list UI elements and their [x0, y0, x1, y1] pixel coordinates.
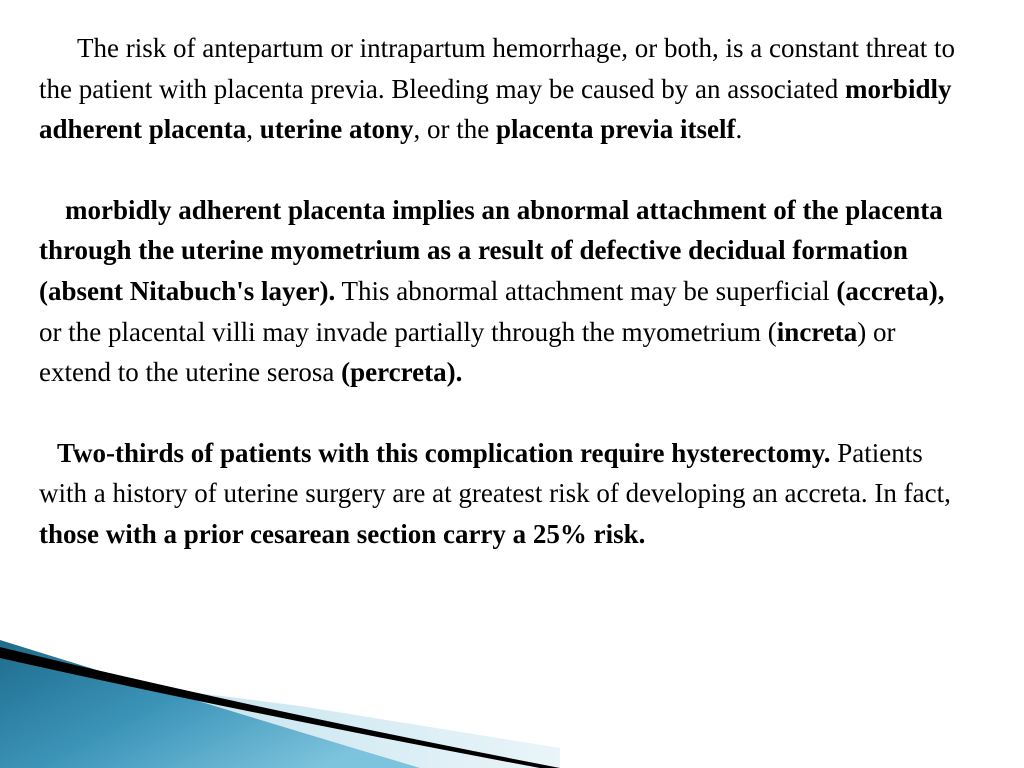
slide-body	[39, 28, 969, 555]
text: Patients with a history of uterine surgery are at greatest risk of developing an accreta. In fact,	[39, 437, 951, 509]
text: ,	[246, 114, 260, 145]
bold-statement: Two-thirds of patients with this complication require hysterectomy.	[57, 437, 831, 468]
paragraph-hemorrhage-risk	[39, 28, 969, 150]
bold-statement: those with a prior cesarean section carry a 25% risk.	[39, 518, 646, 549]
bold-term: placenta previa itself	[495, 114, 736, 145]
bold-term-increta: increta	[776, 316, 858, 347]
text: ) or extend to the uterine serosa	[39, 316, 896, 388]
bold-term-accreta: (accreta),	[836, 275, 945, 306]
paragraph-hysterectomy	[39, 433, 969, 555]
text: The risk of antepartum or intrapartum hemorrhage, or both, is a constant threat to the patient with placenta previa. Bleeding may be caused by an associated	[39, 33, 955, 104]
bold-term-percreta: (percreta).	[341, 357, 463, 388]
text: or the placental villi may invade partially through the myometrium (	[39, 316, 777, 347]
bold-definition: morbidly adherent placenta implies an abnormal attachment of the placenta through the uterine myometrium as a result of defective decidual formation (absent Nitabuch's layer).	[39, 194, 943, 306]
text: , or the	[413, 114, 496, 145]
text: .	[735, 114, 743, 145]
bold-term: uterine atony	[259, 114, 414, 145]
text: This abnormal attachment may be superficial	[335, 275, 837, 306]
paragraph-morbidly-adherent-placenta	[39, 190, 969, 393]
bold-term: morbidly adherent placenta	[39, 73, 952, 145]
